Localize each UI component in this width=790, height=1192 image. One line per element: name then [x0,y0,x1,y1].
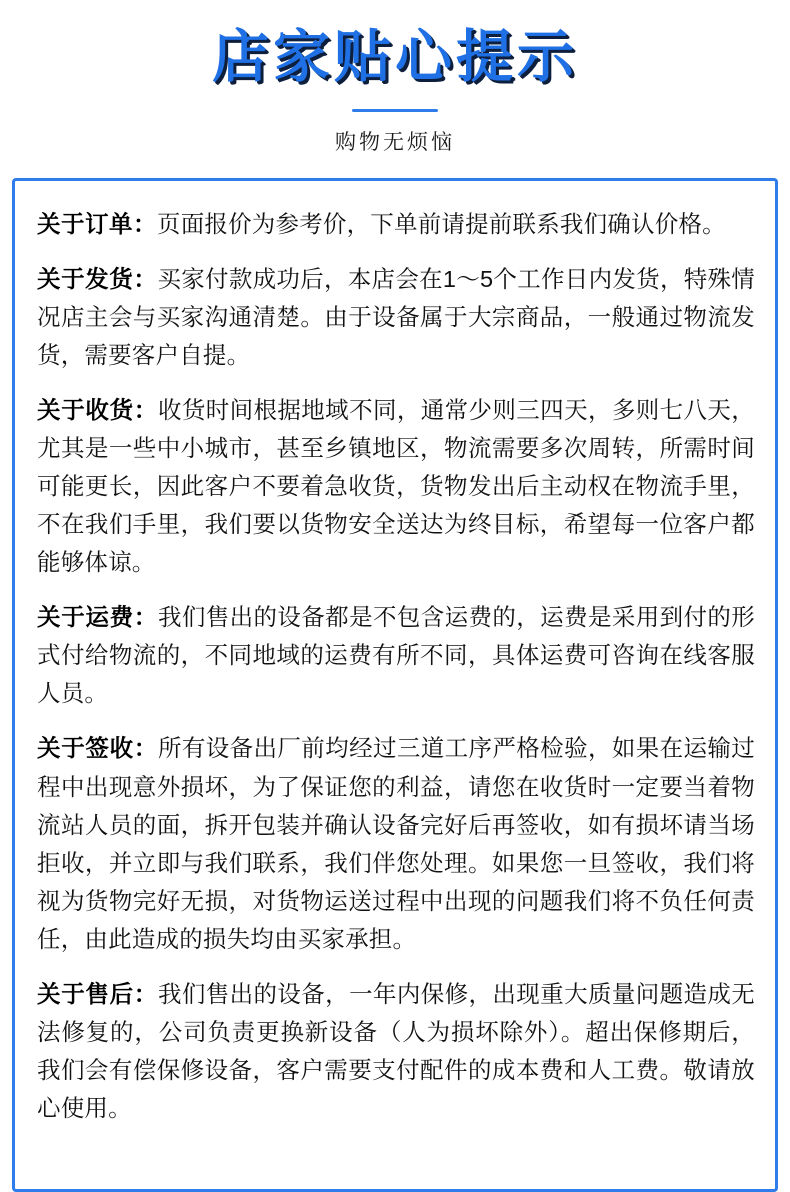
section-label: 关于运费： [37,604,158,631]
section-label: 关于订单： [37,210,157,237]
section-label: 关于发货： [37,265,158,292]
notice-panel [12,178,778,1192]
notice-section-freight [37,598,755,712]
section-text: 所有设备出厂前均经过三道工序严格检验，如果在运输过程中出现意外损坏，为了保证您的利益，请您在收货时一定要当着物流站人员的面，拆开包装并确认设备完好后再签收，如有损坏请当场拒收，并立即与我们联系，我们伴您处理。如果您一旦签收，我们将视为货物完好无损，对货物运送过程中出现的问题我们将不负任何责任，由此造成的损失均由买家承担。 [37,735,756,952]
page-title: 店家贴心提示 [212,25,578,89]
section-label: 关于签收： [37,735,158,762]
notice-paragraph [37,205,755,243]
page-header [0,0,790,156]
notice-section-receiving [37,391,755,581]
section-text: 我们售出的设备，一年内保修，出现重大质量问题造成无法修复的，公司负责更换新设备（人为损坏除外）。超出保修期后，我们会有偿保修设备，客户需要支付配件的成本费和人工费。敬请放心使用。 [37,980,756,1121]
notice-paragraph [37,975,755,1127]
notice-section-signing [37,729,755,957]
notice-paragraph [37,391,755,581]
section-label: 关于售后： [37,980,158,1007]
notice-section-aftersales [37,975,755,1127]
section-label: 关于收货： [37,396,158,423]
notice-paragraph [37,729,755,957]
notice-paragraph [37,260,755,374]
notice-section-shipping [37,260,755,374]
notice-section-order [37,205,755,243]
title-divider [352,109,438,112]
page-subtitle: 购物无烦恼 [335,130,455,154]
notice-paragraph [37,598,755,712]
section-text: 我们售出的设备都是不包含运费的，运费是采用到付的形式付给物流的，不同地域的运费有所不同，具体运费可咨询在线客服人员。 [37,604,756,707]
section-text: 买家付款成功后，本店会在1～5个工作日内发货，特殊情况店主会与买家沟通清楚。由于设备属于大宗商品，一般通过物流发货，需要客户自提。 [37,265,756,368]
section-text: 页面报价为参考价，下单前请提前联系我们确认价格。 [157,210,726,237]
section-text: 收货时间根据地域不同，通常少则三四天，多则七八天，尤其是一些中小城市，甚至乡镇地区，物流需要多次周转，所需时间可能更长，因此客户不要着急收货，货物发出后主动权在物流手里，不在我们手里，我们要以货物安全送达为终目标，希望每一位客户都能够体谅。 [37,396,756,576]
